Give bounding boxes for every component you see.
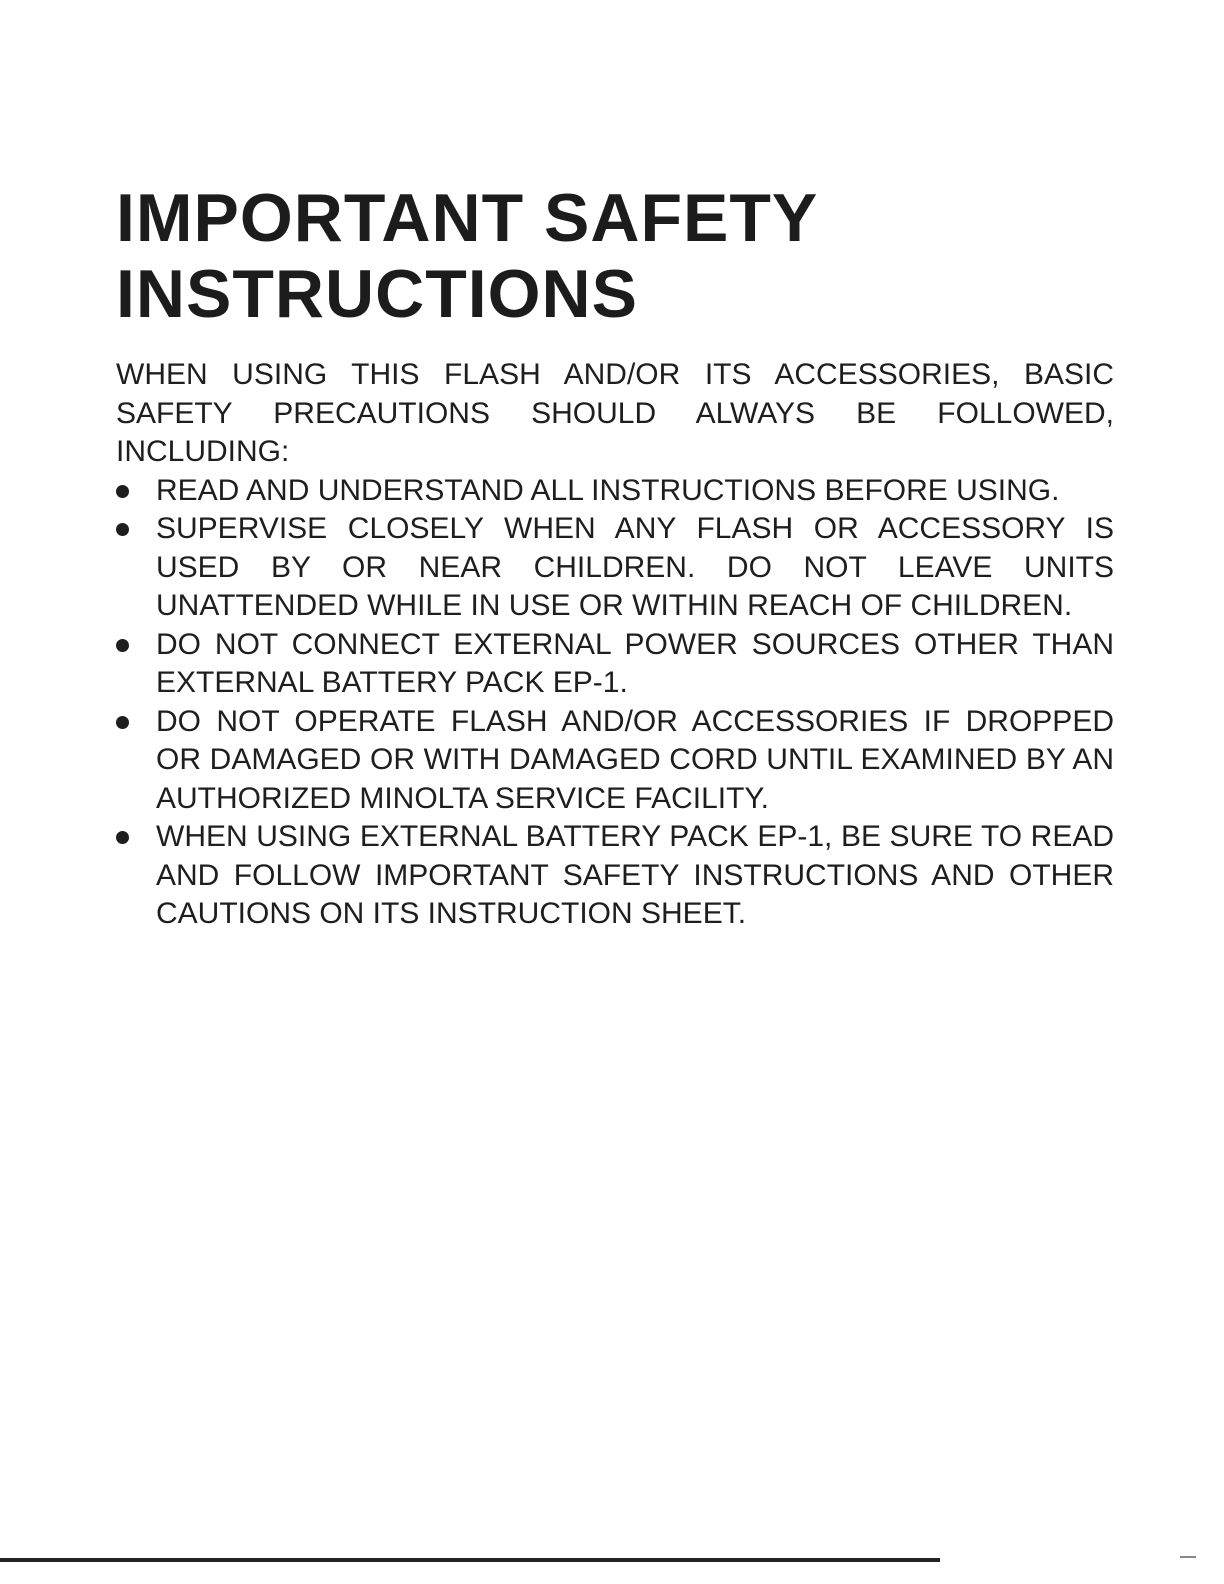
- title-line-2: INSTRUCTIONS: [116, 256, 638, 332]
- list-item: [116, 703, 1114, 819]
- list-item: [116, 818, 1114, 934]
- bullet-icon: [116, 716, 129, 729]
- list-item: [116, 626, 1114, 703]
- safety-bullet-list: [116, 472, 1114, 934]
- corner-mark: [1180, 1556, 1196, 1558]
- bullet-icon: [116, 831, 129, 844]
- bullet-text: DO NOT CONNECT EXTERNAL POWER SOURCES OTHER THAN EXTERNAL BATTERY PACK EP-1.: [156, 627, 1114, 699]
- bullet-text: SUPERVISE CLOSELY WHEN ANY FLASH OR ACCESSORY IS USED BY OR NEAR CHILDREN. DO NOT LEAVE UNITS UNATTENDED WHILE IN USE OR WITHIN REACH OF CHILDREN.: [156, 512, 1114, 622]
- intro-paragraph: WHEN USING THIS FLASH AND/OR ITS ACCESSORIES, BASIC SAFETY PRECAUTIONS SHOULD ALWAYS BE FOLLOWED, INCLUDING:: [116, 358, 1114, 468]
- list-item: [116, 472, 1114, 511]
- safety-instructions-body: [116, 356, 1114, 934]
- bullet-text: WHEN USING EXTERNAL BATTERY PACK EP-1, BE SURE TO READ AND FOLLOW IMPORTANT SAFETY INSTRUCTIONS AND OTHER CAUTIONS ON ITS INSTRUCTION SHEET.: [156, 820, 1114, 930]
- bullet-icon: [116, 485, 129, 498]
- bullet-text: READ AND UNDERSTAND ALL INSTRUCTIONS BEFORE USING.: [156, 473, 1060, 507]
- title-line-1: IMPORTANT SAFETY: [116, 180, 819, 256]
- bullet-icon: [116, 639, 129, 652]
- bullet-text: DO NOT OPERATE FLASH AND/OR ACCESSORIES IF DROPPED OR DAMAGED OR WITH DAMAGED CORD UNTIL EXAMINED BY AN AUTHORIZED MINOLTA SERVICE FACILITY.: [156, 704, 1114, 815]
- page-title: [116, 180, 818, 332]
- bottom-rule: [0, 1558, 940, 1562]
- list-item: [116, 510, 1114, 626]
- bullet-icon: [116, 523, 129, 536]
